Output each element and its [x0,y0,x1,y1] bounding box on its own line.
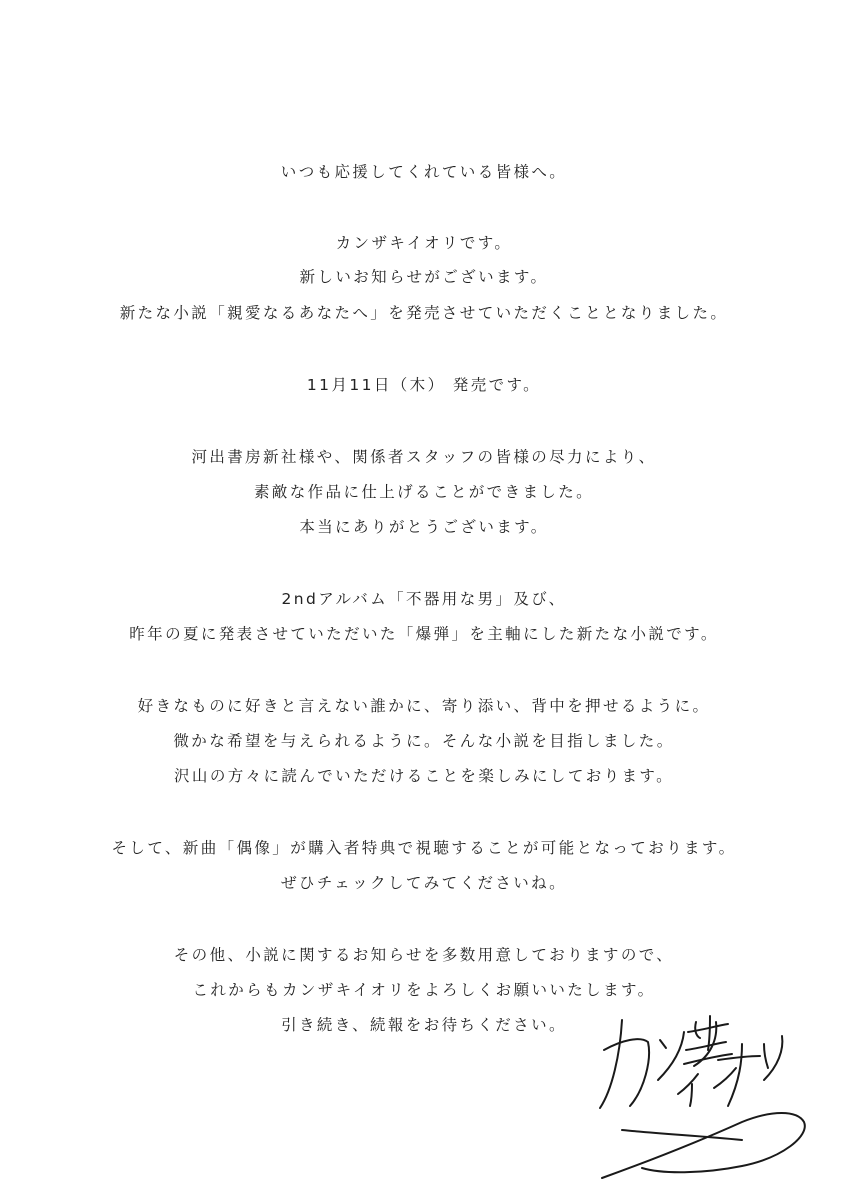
closing-line-2: これからもカンザキイオリをよろしくお願いいたします。 [192,981,656,999]
release-date-line: 11月11日（木） 発売です。 [306,376,542,394]
intro-line-3: 新たな小説「親愛なるあなたへ」を発売させていただくこととなりました。 [119,304,729,322]
thanks-line-2: 素敵な作品に仕上げることができました。 [253,483,595,501]
bonus-line-1: そして、新曲「偶像」が購入者特典で視聴することが可能となっております。 [111,839,737,857]
wish-line-2: 微かな希望を与えられるように。そんな小説を目指しました。 [173,732,675,750]
intro-line-2: 新しいお知らせがございます。 [299,268,549,286]
wish-line-3: 沢山の方々に読んでいただけることを楽しみにしております。 [174,767,674,785]
bonus-line-2: ぜひチェックしてみてくださいね。 [281,874,567,892]
basis-line-1: 2ndアルバム「不器用な男」及び、 [281,590,567,608]
basis-line-2: 昨年の夏に発表させていただいた「爆弾」を主軸にした新たな小説です。 [129,625,719,643]
thanks-line-1: 河出書房新社様や、関係者スタッフの皆様の尽力により、 [191,448,657,466]
thanks-line-3: 本当にありがとうございます。 [299,518,549,536]
greeting-line: いつも応援してくれている皆様へ。 [280,163,568,181]
wish-line-1: 好きなものに好きと言えない誰かに、寄り添い、背中を押せるように。 [137,697,711,715]
handwritten-signature [592,1010,812,1180]
closing-line-3: 引き続き、続報をお待ちください。 [281,1016,567,1034]
closing-line-1: その他、小説に関するお知らせを多数用意しておりますので、 [173,946,675,964]
intro-line-1: カンザキイオリです。 [335,234,513,252]
